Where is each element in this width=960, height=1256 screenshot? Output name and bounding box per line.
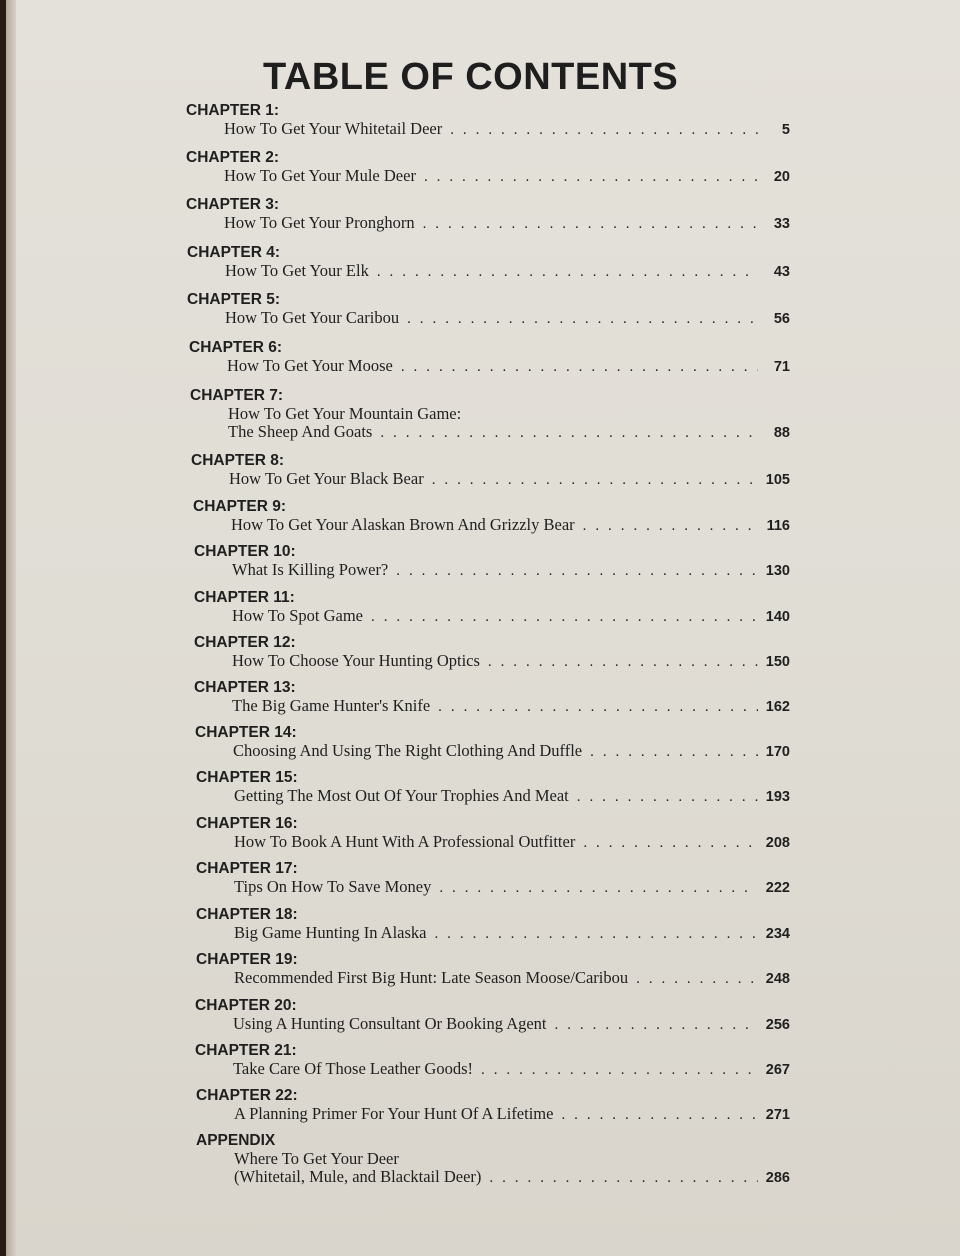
page-number: 256 (765, 1017, 790, 1033)
page-number: 20 (773, 169, 790, 185)
dot-leader (450, 121, 758, 139)
page-number: 130 (765, 563, 790, 579)
toc-entry (187, 243, 790, 281)
chapter-label: CHAPTER 8: (191, 452, 285, 469)
toc-entry (186, 195, 790, 233)
chapter-label: CHAPTER 5: (187, 291, 281, 308)
chapter-title: (Whitetail, Mule, and Blacktail Deer) (234, 1167, 482, 1186)
chapter-label: CHAPTER 21: (195, 1042, 297, 1059)
chapter-label: CHAPTER 17: (196, 860, 298, 877)
dot-leader (489, 1169, 758, 1187)
toc-entry (194, 678, 790, 716)
chapter-title: Recommended First Big Hunt: Late Season Moose/Caribou (234, 968, 629, 987)
page-number: 140 (765, 609, 790, 625)
toc-entry (196, 859, 790, 897)
chapter-label: CHAPTER 14: (195, 724, 297, 741)
chapter-title-row (225, 262, 790, 281)
dot-leader (434, 925, 758, 943)
dot-leader (396, 562, 758, 580)
page-number: 162 (765, 699, 790, 715)
chapter-label: CHAPTER 7: (190, 387, 284, 404)
toc-entry (196, 768, 790, 806)
dot-leader (438, 698, 758, 716)
toc-entry (186, 101, 790, 139)
chapter-title-row (234, 787, 790, 806)
chapter-title-row (232, 652, 790, 671)
chapter-title-row (227, 357, 790, 376)
chapter-title-row (224, 214, 790, 233)
toc-entry (187, 290, 790, 328)
dot-leader (577, 788, 758, 806)
chapter-label: CHAPTER 10: (194, 543, 296, 560)
page-title: TABLE OF CONTENTS (263, 56, 679, 98)
dot-leader (590, 743, 758, 761)
chapter-title-row (224, 120, 790, 139)
chapter-label: APPENDIX (196, 1132, 276, 1149)
dot-leader (423, 215, 758, 233)
chapter-title-row (232, 697, 790, 716)
toc-entry (189, 338, 790, 376)
chapter-title-row (233, 1015, 790, 1034)
toc-entry (196, 950, 790, 988)
chapter-title: Getting The Most Out Of Your Trophies And Meat (234, 786, 569, 805)
chapter-title-row (225, 309, 790, 328)
chapter-title: Take Care Of Those Leather Goods! (233, 1059, 473, 1078)
chapter-title: How To Get Your Caribou (225, 308, 400, 327)
dot-leader (488, 653, 758, 671)
chapter-title-line: Where To Get Your Deer (234, 1149, 399, 1168)
chapter-label: CHAPTER 22: (196, 1087, 298, 1104)
page-number: 33 (773, 216, 790, 232)
dot-leader (481, 1061, 758, 1079)
page-number: 56 (773, 311, 790, 327)
chapter-title: How To Choose Your Hunting Optics (232, 651, 480, 670)
dot-leader (424, 168, 758, 186)
page-number: 88 (773, 425, 790, 441)
dot-leader (561, 1106, 758, 1124)
chapter-title: Tips On How To Save Money (234, 877, 432, 896)
chapter-title: How To Get Your Mule Deer (224, 166, 416, 185)
page-number: 43 (773, 264, 790, 280)
chapter-title: How To Get Your Pronghorn (224, 213, 415, 232)
chapter-title-row (234, 878, 790, 897)
chapter-title-row (234, 1168, 790, 1187)
toc-entry (195, 996, 790, 1034)
chapter-label: CHAPTER 20: (195, 997, 297, 1014)
chapter-label: CHAPTER 19: (196, 951, 298, 968)
chapter-title-row (233, 742, 790, 761)
chapter-label: CHAPTER 2: (186, 149, 280, 166)
chapter-title-row (229, 470, 790, 489)
chapter-title-row (232, 607, 790, 626)
toc-entry (195, 723, 790, 761)
chapter-title: What Is Killing Power? (232, 560, 389, 579)
chapter-title-row (234, 924, 790, 943)
toc-entry (194, 633, 790, 671)
page-number: 105 (765, 472, 790, 488)
toc-entry (186, 148, 790, 186)
chapter-label: CHAPTER 1: (186, 102, 280, 119)
dot-leader (432, 471, 758, 489)
page-number: 271 (765, 1107, 790, 1123)
chapter-title: The Sheep And Goats (228, 422, 373, 441)
toc-entry (196, 905, 790, 943)
toc-entry (190, 386, 790, 442)
chapter-title-row (231, 516, 790, 535)
chapter-title: A Planning Primer For Your Hunt Of A Lifetime (234, 1104, 554, 1123)
chapter-label: CHAPTER 9: (193, 498, 287, 515)
chapter-label: CHAPTER 16: (196, 815, 298, 832)
chapter-label: CHAPTER 11: (194, 589, 295, 606)
chapter-label: CHAPTER 3: (186, 196, 280, 213)
chapter-title: How To Book A Hunt With A Professional Outfitter (234, 832, 576, 851)
toc-entry (196, 814, 790, 852)
toc-entry (191, 451, 790, 489)
chapter-title-row (228, 423, 790, 442)
chapter-label: CHAPTER 6: (189, 339, 283, 356)
chapter-label: CHAPTER 12: (194, 634, 296, 651)
chapter-label: CHAPTER 18: (196, 906, 298, 923)
chapter-title-row (234, 969, 790, 988)
chapter-label: CHAPTER 13: (194, 679, 296, 696)
chapter-title: How To Get Your Alaskan Brown And Grizzly Bear (231, 515, 575, 534)
dot-leader (583, 834, 758, 852)
chapter-title: Using A Hunting Consultant Or Booking Agent (233, 1014, 547, 1033)
chapter-label: CHAPTER 4: (187, 244, 281, 261)
chapter-title: The Big Game Hunter's Knife (232, 696, 431, 715)
chapter-title-row (224, 167, 790, 186)
chapter-title: Big Game Hunting In Alaska (234, 923, 427, 942)
chapter-title: How To Get Your Black Bear (229, 469, 424, 488)
chapter-label: CHAPTER 15: (196, 769, 298, 786)
toc-entry (195, 1041, 790, 1079)
chapter-title: How To Get Your Moose (227, 356, 393, 375)
chapter-title: How To Get Your Elk (225, 261, 369, 280)
toc-entry (193, 497, 790, 535)
page-number: 116 (766, 518, 790, 534)
toc-entry (196, 1131, 790, 1187)
dot-leader (401, 358, 758, 376)
page-number: 267 (765, 1062, 790, 1078)
toc-entry (194, 588, 790, 626)
dot-leader (439, 879, 758, 897)
page-number: 170 (765, 744, 790, 760)
dot-leader (407, 310, 758, 328)
chapter-title-row (232, 561, 790, 580)
page-number: 150 (765, 654, 790, 670)
page-number: 208 (765, 835, 790, 851)
chapter-title: How To Get Your Whitetail Deer (224, 119, 443, 138)
page-number: 5 (781, 122, 790, 138)
chapter-title: Choosing And Using The Right Clothing And Duffle (233, 741, 583, 760)
page-number: 71 (773, 359, 790, 375)
page-number: 193 (765, 789, 790, 805)
dot-leader (583, 517, 758, 535)
chapter-title: How To Spot Game (232, 606, 363, 625)
toc-entry (196, 1086, 790, 1124)
toc-entry (194, 542, 790, 580)
chapter-title-row (234, 833, 790, 852)
page-number: 248 (765, 971, 790, 987)
chapter-title-row (234, 1105, 790, 1124)
dot-leader (380, 424, 758, 442)
dot-leader (636, 970, 758, 988)
page-number: 234 (765, 926, 790, 942)
chapter-title-line: How To Get Your Mountain Game: (228, 404, 462, 423)
dot-leader (555, 1016, 758, 1034)
dot-leader (377, 263, 758, 281)
dot-leader (371, 608, 758, 626)
page-number: 222 (765, 880, 790, 896)
page-number: 286 (765, 1170, 790, 1186)
chapter-title-row (233, 1060, 790, 1079)
